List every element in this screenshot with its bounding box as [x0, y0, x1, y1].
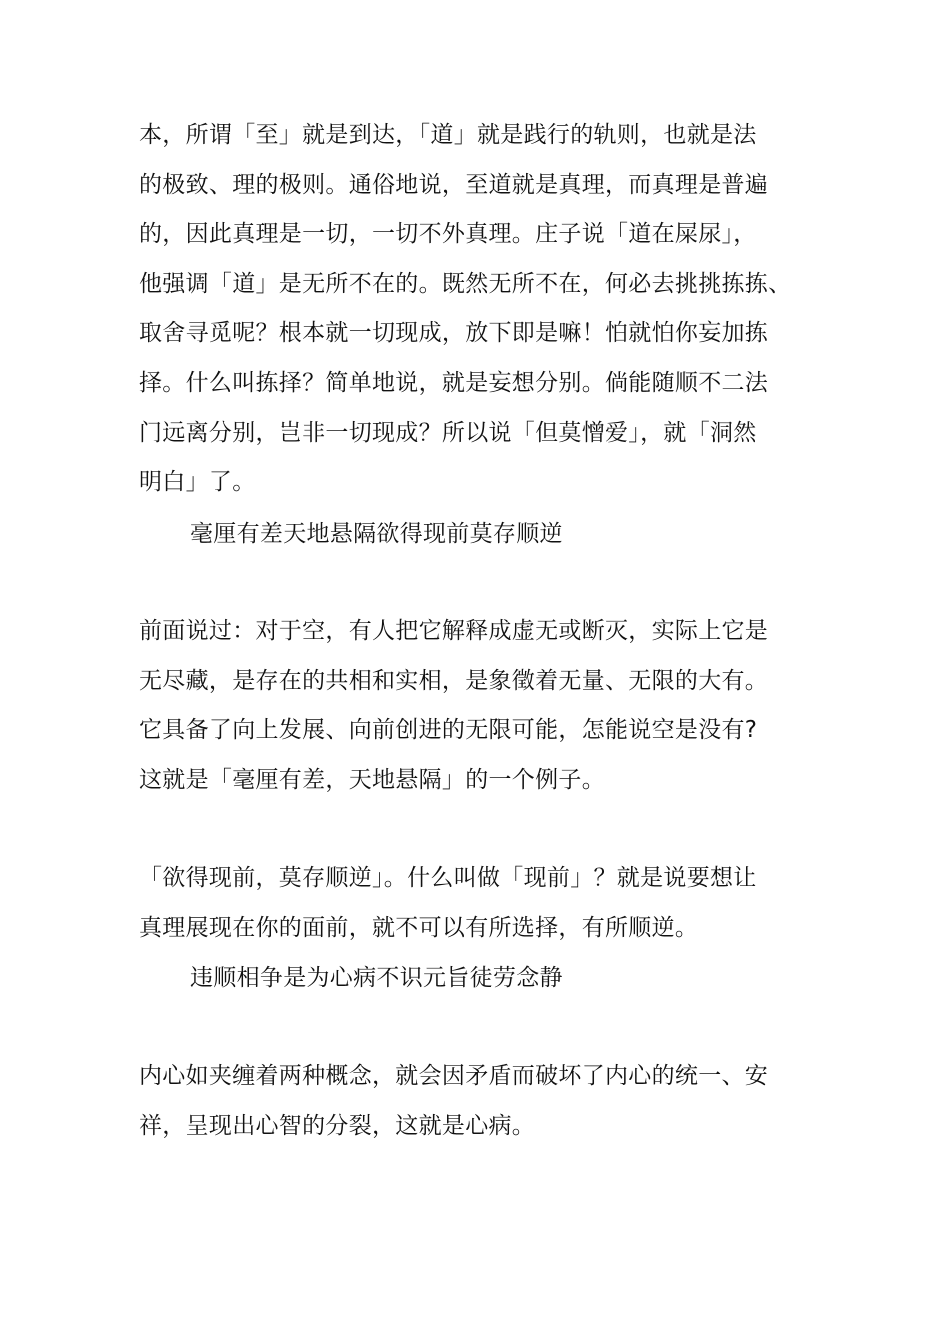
- paragraph-2: [139, 607, 829, 805]
- text-line: 内心如夹缠着两种概念，就会因矛盾而破坏了内心的统一、安: [139, 1063, 769, 1089]
- text-line: 他强调「道」是无所不在的。既然无所不在，何必去挑挑拣拣、: [139, 270, 792, 297]
- text-line: 它具备了向上发展、向前创进的无限可能，怎能说空是没有?: [139, 717, 758, 744]
- text-line: 真理展现在你的面前，就不可以有所选择，有所顺逆。: [139, 914, 699, 941]
- text-line: 「欲得现前，莫存顺逆」。什么叫做「现前」？就是说要想让: [139, 865, 757, 891]
- text-line: 祥，呈现出心智的分裂，这就是心病。: [139, 1112, 536, 1139]
- verse-heading-2: 违顺相争是为心病不识元旨徒劳念静: [190, 965, 563, 991]
- text-line: 这就是「毫厘有差，天地悬隔」的一个例子。: [139, 766, 605, 793]
- text-line: 门远离分别，岂非一切现成？所以说「但莫憎爱」，就「洞然: [139, 419, 757, 446]
- text-line: 的极致、理的极则。通俗地说，至道就是真理，而真理是普遍: [139, 171, 769, 198]
- paragraph-3: [139, 854, 829, 953]
- text-line: 无尽藏，是存在的共相和实相，是象徵着无量、无限的大有。: [139, 667, 769, 694]
- verse-heading-1: 毫厘有差天地悬隔欲得现前莫存顺逆: [190, 521, 563, 547]
- text-line: 择。什么叫拣择？简单地说，就是妄想分别。倘能随顺不二法: [139, 369, 769, 396]
- text-line: 本，所谓「至」就是到达，「道」就是践行的轨则，也就是法: [139, 122, 757, 148]
- paragraph-4: [139, 1052, 829, 1151]
- text-line: 取舍寻觅呢？根本就一切现成，放下即是嘛！怕就怕你妄加拣: [139, 320, 769, 347]
- text-line: 的，因此真理是一切，一切不外真理。庄子说「道在屎尿」，: [139, 221, 757, 248]
- paragraph-1: [139, 111, 829, 508]
- text-line: 前面说过：对于空，有人把它解释成虚无或断灭，实际上它是: [139, 618, 769, 644]
- text-line: 明白」了。: [139, 469, 256, 496]
